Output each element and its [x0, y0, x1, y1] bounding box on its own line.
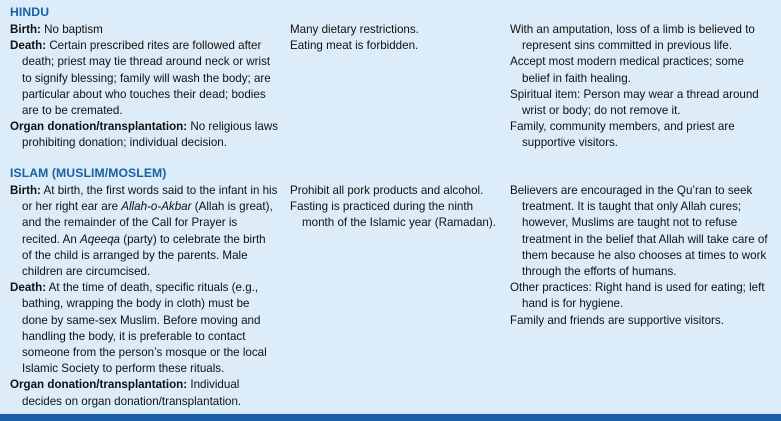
islam-belief-item: Family and friends are supportive visitors. [510, 313, 724, 327]
islam-belief-item: Other practices: Right hand is used for eating; left hand is for hygiene. [510, 281, 765, 311]
islam-birth-text-part1: At birth, the first words said to the infant in his or her right ear are [22, 184, 278, 214]
islam-death-entry [10, 280, 278, 377]
hindu-organ-label: Organ donation/transplantation: [10, 120, 188, 134]
hindu-diet-column [290, 22, 500, 54]
hindu-belief-item: Spiritual item: Person may wear a thread around wrist or body; do not remove it. [510, 87, 759, 118]
hindu-life-events-column [10, 22, 278, 152]
islam-organ-entry [10, 377, 278, 409]
islam-life-events-column [10, 183, 278, 410]
islam-birth-allah-phrase: Allah-o-Akbar [121, 200, 192, 214]
hindu-organ-text: No religious laws prohibiting donation; individual decision. [22, 120, 278, 150]
islam-diet-item: Fasting is practiced during the ninth month of the Islamic year (Ramadan). [290, 200, 496, 230]
islam-belief-item: Believers are encouraged in the Qu’ran to seek treatment. It is taught that only Allah cures; however, Muslims are taught not to refuse treatment in the belief that Allah will take care of them because he also chooses at times to work through the efforts of humans. [510, 184, 768, 279]
hindu-death-label: Death: [10, 39, 47, 53]
section-heading-islam: ISLAM (MUSLIM/MOSLEM) [10, 166, 167, 180]
islam-organ-text: Individual decides on organ donation/transplantation. [22, 378, 242, 408]
hindu-death-text: Certain prescribed rites are followed after death; priest may tie thread around neck or wrist to signify blessing; family will wash the body; are particular about who touches their dead; bodies are to be cremated. [22, 39, 271, 118]
islam-birth-entry [10, 183, 278, 280]
hindu-belief-item: Family, community members, and priest are supportive visitors. [510, 120, 735, 150]
islam-birth-text-part2: (Allah is great), and the remainder of the Call for Prayer is recited. An [22, 200, 273, 246]
islam-death-text: At the time of death, specific rituals (e.g., bathing, wrapping the body in cloth) must be done by same-sex Muslim. Before moving and handling the body, it is preferable to contact someone from the person’s mosque or the local Islamic Society to perform these rituals. [22, 281, 267, 376]
hindu-death-entry [10, 38, 278, 119]
hindu-birth-entry [10, 22, 278, 38]
hindu-birth-text: No baptism [44, 23, 103, 36]
hindu-organ-entry [10, 119, 278, 151]
islam-birth-text-part3: (party) to celebrate the birth of the child is arranged by the parents. Male children are circumcised. [22, 232, 266, 279]
bottom-rule [0, 414, 781, 421]
islam-birth-aqeeqa-term: Aqeeqa [80, 232, 120, 246]
islam-beliefs-column [510, 183, 772, 329]
hindu-beliefs-column [510, 22, 772, 152]
hindu-diet-item: Eating meat is forbidden. [290, 39, 419, 53]
hindu-belief-item: Accept most modern medical practices; some belief in faith healing. [510, 55, 744, 85]
hindu-birth-label: Birth: [10, 23, 41, 36]
islam-death-label: Death: [10, 281, 47, 295]
islam-diet-item: Prohibit all pork products and alcohol. [290, 184, 484, 197]
hindu-belief-item: With an amputation, loss of a limb is believed to represent sins committed in previous life. [510, 23, 755, 53]
section-heading-hindu: HINDU [10, 5, 50, 19]
islam-organ-label: Organ donation/transplantation: [10, 378, 188, 392]
islam-diet-column [290, 183, 500, 232]
islam-birth-label: Birth: [10, 184, 41, 197]
hindu-diet-item: Many dietary restrictions. [290, 23, 419, 36]
